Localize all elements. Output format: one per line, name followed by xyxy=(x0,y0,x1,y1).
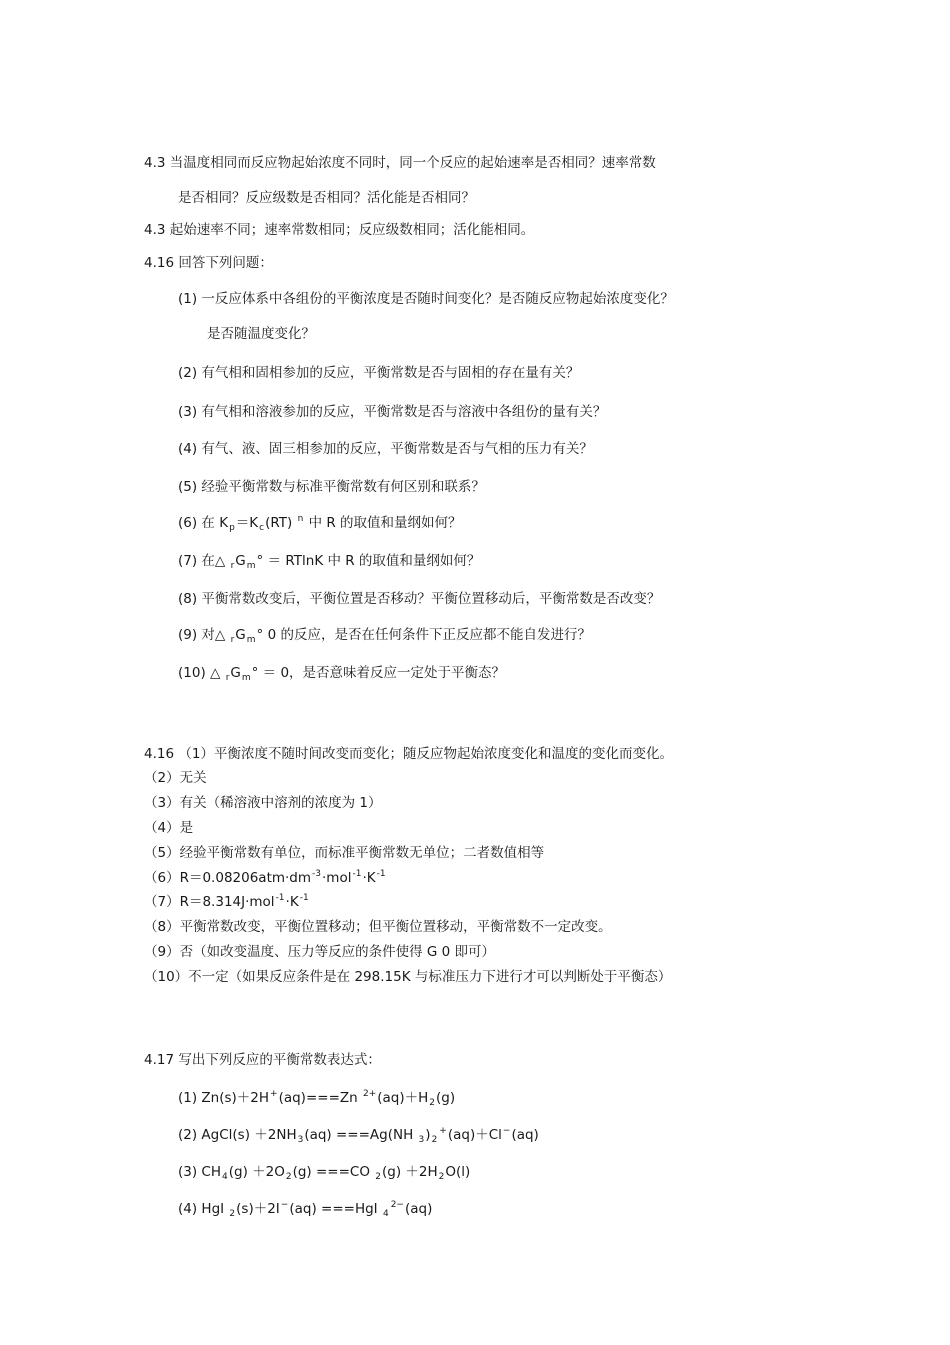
a7-sup1: -1 xyxy=(275,893,285,903)
r3-sub-2: 2 xyxy=(285,1172,292,1182)
question-4-16-item-1: (1) 一反应体系中各组份的平衡浓度是否随时间变化？是否随反应物起始浓度变化？ xyxy=(178,291,674,307)
r4-sub-2: 2 xyxy=(229,1209,236,1219)
item7-mid: G xyxy=(235,553,246,569)
reaction-2 xyxy=(178,1126,539,1146)
question-4-16-item-7 xyxy=(178,552,480,572)
reaction-4 xyxy=(178,1200,432,1220)
question-4-16-heading: 4.16 回答下列问题： xyxy=(144,255,273,271)
answer-4-16-line8: （8）平衡常数改变，平衡位置移动；但平衡位置移动，平衡常数不一定改变。 xyxy=(144,919,612,935)
r4-e: (aq) ===HgI xyxy=(289,1201,382,1217)
a7-sup2: -1 xyxy=(299,893,309,903)
item6-sub-p: p xyxy=(229,523,235,533)
question-4-16-item-3: (3) 有气相和溶液参加的反应，平衡常数是否与溶液中各组份的量有关？ xyxy=(178,404,607,420)
item9-mid: G xyxy=(235,627,246,643)
a6-sup3: -1 xyxy=(376,869,386,879)
r3-i: O(l) xyxy=(445,1164,471,1180)
item6-sup-n: n xyxy=(297,514,304,524)
item6-post: 中 R 的取值和量纲如何？ xyxy=(304,515,462,531)
a6-sup1: -3 xyxy=(312,869,322,879)
answer-4-16-line4: （4）是 xyxy=(144,820,194,836)
r1-sup-2plus: 2+ xyxy=(362,1089,377,1099)
r1-e: (aq)＋H xyxy=(377,1090,429,1106)
item10-pre: (10) △ xyxy=(178,665,225,681)
r1-g: (g) xyxy=(436,1090,456,1106)
r3-e: (g) ===CO xyxy=(292,1164,375,1180)
r3-a: (3) CH xyxy=(178,1164,221,1180)
r2-h: (aq)＋Cl xyxy=(447,1127,502,1143)
r3-sub-2b: 2 xyxy=(375,1172,381,1182)
r3-g: (g) ＋2H xyxy=(382,1164,438,1180)
a6-mid: ·mol xyxy=(322,870,352,886)
question-4-16-item-9 xyxy=(178,626,591,646)
answer-4-16-line3: （3）有关（稀溶液中溶剂的浓度为 1） xyxy=(144,795,382,811)
r1-sub-2: 2 xyxy=(429,1098,436,1108)
answer-4-16-line6 xyxy=(144,869,387,889)
reaction-1 xyxy=(178,1089,455,1109)
item7-sub-m: m xyxy=(246,561,256,571)
item7-pre: (7) 在△ xyxy=(178,553,230,569)
answer-4-16-line10: （10）不一定（如果反应条件是在 298.15K 与标准压力下进行才可以判断处于平衡态） xyxy=(144,969,672,985)
r2-e: ) xyxy=(425,1127,431,1143)
a7-pre: （7）R＝8.314J·mol xyxy=(144,894,275,910)
r2-a: (2) AgCl(s) ＋2NH xyxy=(178,1127,297,1143)
r4-sup-2minus: 2− xyxy=(390,1200,404,1210)
r2-j: (aq) xyxy=(511,1127,539,1143)
reaction-3 xyxy=(178,1163,470,1183)
item7-post: ° ＝ RTlnK 中 R 的取值和量纲如何？ xyxy=(256,553,481,569)
r1-c: (aq)===Zn xyxy=(278,1090,362,1106)
question-4-16-item-2: (2) 有气相和固相参加的反应，平衡常数是否与固相的存在量有关？ xyxy=(178,365,580,381)
r2-sub-3: 3 xyxy=(297,1135,304,1145)
r4-a: (4) HgI xyxy=(178,1201,229,1217)
item9-sub-r: r xyxy=(230,635,235,645)
r3-sub-4: 4 xyxy=(222,1172,228,1182)
answer-4-3: 4.3 起始速率不同；速率常数相同；反应级数相同；活化能相同。 xyxy=(144,222,535,238)
answer-4-16-line1: 4.16 （1）平衡浓度不随时间改变而变化；随反应物起始浓度变化和温度的变化而变化。 xyxy=(144,746,673,762)
question-4-3-line2: 是否相同？反应级数是否相同？活化能是否相同？ xyxy=(178,190,475,206)
item6-mid1: ＝K xyxy=(235,515,259,531)
r3-sub-2c: 2 xyxy=(438,1172,445,1182)
answer-4-16-line5: （5）经验平衡常数有单位，而标准平衡常数无单位；二者数值相等 xyxy=(144,845,545,861)
item9-post: ° 0 的反应，是否在任何条件下正反应都不能自发进行？ xyxy=(256,627,591,643)
r4-h: (aq) xyxy=(404,1201,433,1217)
item7-sub-r: r xyxy=(230,561,235,571)
a7-mid: ·K xyxy=(285,894,299,910)
a6-mid2: ·K xyxy=(362,870,376,886)
item9-pre: (9) 对△ xyxy=(178,627,230,643)
question-4-17-heading: 4.17 写出下列反应的平衡常数表达式： xyxy=(144,1052,381,1068)
r2-sub-2: 2 xyxy=(431,1135,438,1145)
r1-a: (1) Zn(s)＋2H xyxy=(178,1090,270,1106)
r2-sup-plus: + xyxy=(439,1126,447,1136)
item10-mid: G xyxy=(230,665,241,681)
r2-sup-minus: − xyxy=(502,1126,511,1136)
r1-sup-plus: + xyxy=(270,1089,278,1099)
item9-sub-m: m xyxy=(246,635,256,645)
question-4-16-item-8: (8) 平衡常数改变后，平衡位置是否移动？平衡位置移动后，平衡常数是否改变？ xyxy=(178,591,661,607)
item6-pre: (6) 在 K xyxy=(178,515,229,531)
answer-4-16-line9: （9）否（如改变温度、压力等反应的条件使得 G 0 即可） xyxy=(144,944,496,960)
r4-c: (s)＋2I xyxy=(236,1201,280,1217)
item6-sub-c: c xyxy=(259,523,265,533)
a6-pre: （6）R＝0.08206atm·dm xyxy=(144,870,312,886)
r4-sup-minus: − xyxy=(280,1200,289,1210)
question-4-16-item-6 xyxy=(178,514,462,534)
item10-post: ° ＝ 0，是否意味着反应一定处于平衡态？ xyxy=(251,665,506,681)
question-4-16-item-4: (4) 有气、液、固三相参加的反应，平衡常数是否与气相的压力有关？ xyxy=(178,441,593,457)
question-4-16-item-1-cont: 是否随温度变化？ xyxy=(207,326,315,342)
question-4-3-line1: 4.3 当温度相同而反应物起始浓度不同时，同一个反应的起始速率是否相同？速率常数 xyxy=(144,155,656,171)
r3-c: (g) ＋2O xyxy=(228,1164,285,1180)
r4-sub-4: 4 xyxy=(382,1209,389,1219)
r2-sub-3b: 3 xyxy=(418,1135,425,1145)
answer-4-16-line7 xyxy=(144,893,310,913)
answer-4-16-line2: （2）无关 xyxy=(144,770,207,786)
item10-sub-r: r xyxy=(225,673,230,683)
question-4-16-item-5: (5) 经验平衡常数与标准平衡常数有何区别和联系？ xyxy=(178,479,485,495)
question-4-16-item-10 xyxy=(178,664,505,684)
a6-sup2: -1 xyxy=(352,869,362,879)
r2-c: (aq) ===Ag(NH xyxy=(304,1127,418,1143)
item10-sub-m: m xyxy=(241,673,251,683)
item6-mid2: (RT) xyxy=(265,515,297,531)
